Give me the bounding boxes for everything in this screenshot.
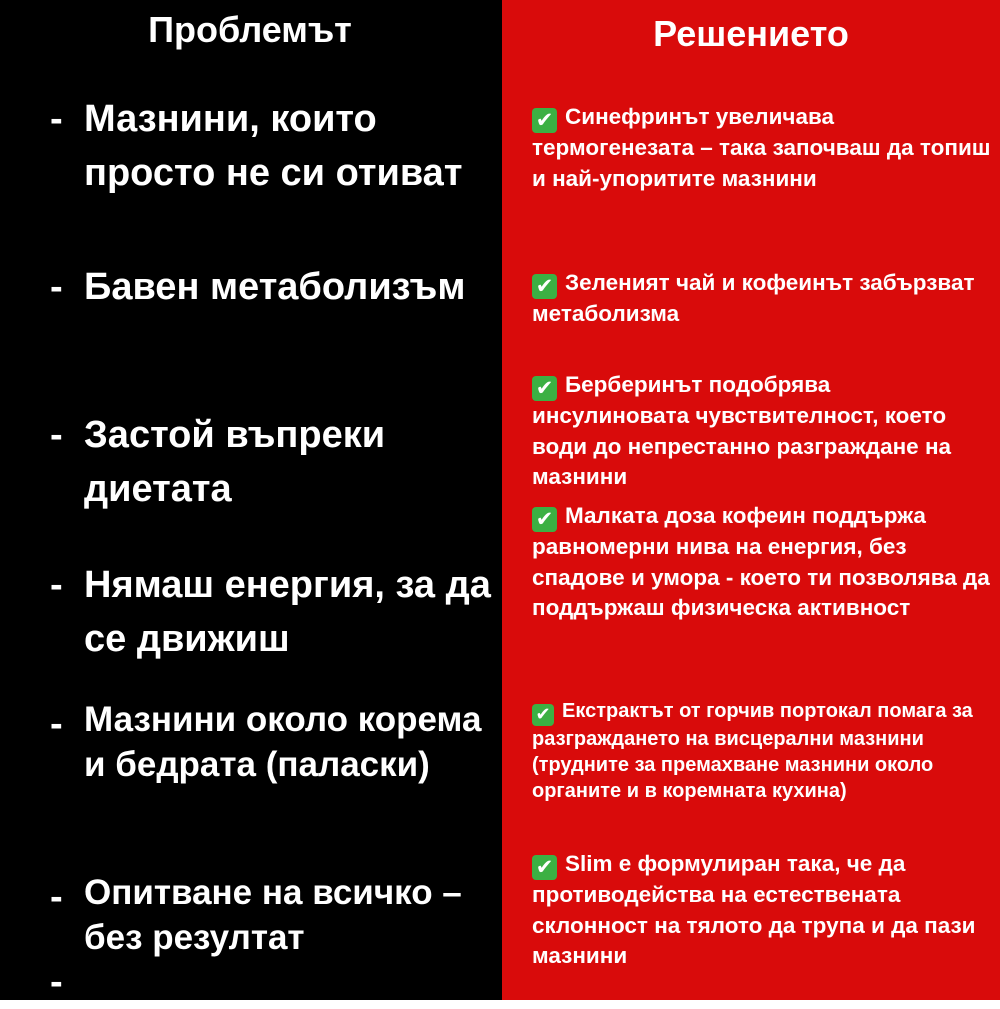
solution-heading: Решението: [653, 13, 849, 54]
check-mark-button-icon: ✔: [532, 507, 557, 532]
bullet-dash: -: [50, 414, 63, 456]
check-mark-button-icon: ✔: [532, 274, 557, 299]
solution-item: [532, 370, 992, 493]
problem-item-text: Мазнини, които просто не си отиват: [84, 98, 463, 194]
solution-item-text: Екстрактът от горчив портокал помага за разграждането на висцерални мазнини (трудните за премахване мазнини около органите и в коремната кухина): [532, 700, 973, 802]
solution-item-text: Синефринът увеличава термогенезата – така започваш да топиш и най-упоритите мазнини: [532, 104, 991, 191]
solution-item-text: Малката доза кофеин поддържа равномерни нива на енергия, без спадове и умора - което ти позволява да поддържаш физическа активност: [532, 503, 990, 620]
solution-item: [532, 102, 992, 194]
check-mark-button-icon: ✔: [532, 108, 557, 133]
solution-item: [532, 698, 992, 804]
bullet-dash: -: [50, 876, 63, 918]
problem-item-text: Застой въпреки диетата: [84, 414, 386, 510]
check-mark-button-icon: ✔: [532, 704, 554, 726]
problem-item-text: Нямаш енергия, за да се движиш: [84, 564, 491, 660]
solution-item: [532, 268, 992, 330]
solution-column: [502, 0, 1000, 1000]
solution-item: [532, 849, 992, 972]
solution-item-text: Slim е формулиран така, че да противодейства на естествената склонност на тялото да трупа и да пази мазнини: [532, 851, 976, 968]
problem-item-text: Мазнини около корема и бедрата (паласки): [84, 700, 482, 784]
bullet-dash: -: [50, 564, 63, 606]
problem-heading: Проблемът: [148, 9, 352, 50]
bullet-dash: -: [50, 266, 63, 308]
bullet-dash: -: [50, 703, 63, 745]
bullet-dash: -: [50, 961, 63, 1003]
problem-item-text: Бавен метаболизъм: [84, 266, 466, 308]
solution-item: [532, 501, 992, 624]
solution-item-text: Зеленият чай и кофеинът забързват метаболизма: [532, 270, 975, 326]
check-mark-button-icon: ✔: [532, 376, 557, 401]
check-mark-button-icon: ✔: [532, 855, 557, 880]
problem-item-text: Опитване на всичко – без резултат: [84, 873, 462, 957]
bullet-dash: -: [50, 98, 63, 140]
problem-column: [0, 0, 502, 1003]
solution-item-text: Берберинът подобрява инсулиновата чувствителност, което води до непрестанно разграждане на мазнини: [532, 372, 952, 489]
